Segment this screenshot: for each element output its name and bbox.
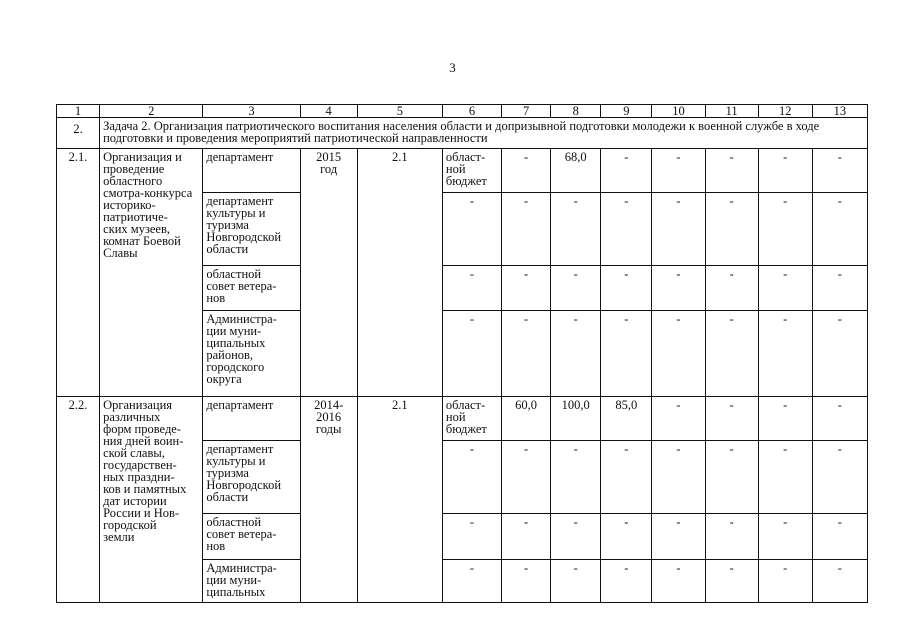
value-cell: - xyxy=(502,193,551,266)
value-cell: - xyxy=(551,311,601,397)
column-number: 6 xyxy=(442,105,501,118)
value-cell: 100,0 xyxy=(551,397,601,441)
value-cell: - xyxy=(812,266,867,311)
executor: областной совет ветера- нов xyxy=(203,514,300,560)
value-cell: - xyxy=(705,397,758,441)
executor: Администра- ции муни- ципальных xyxy=(203,560,300,603)
funding-source: - xyxy=(442,193,501,266)
value-cell: - xyxy=(652,311,705,397)
value-cell: - xyxy=(652,560,705,603)
value-cell: - xyxy=(705,193,758,266)
value-cell: - xyxy=(758,266,812,311)
value-cell: - xyxy=(601,441,652,514)
value-cell: - xyxy=(705,311,758,397)
value-cell: - xyxy=(705,149,758,193)
value-cell: - xyxy=(758,149,812,193)
value-cell: - xyxy=(652,397,705,441)
value-cell: - xyxy=(551,193,601,266)
value-cell: 60,0 xyxy=(502,397,551,441)
value-cell: - xyxy=(652,514,705,560)
funding-source: област- ной бюджет xyxy=(442,397,501,441)
target-indicator-code: 2.1 xyxy=(357,149,442,397)
column-number: 4 xyxy=(300,105,357,118)
value-cell: - xyxy=(812,193,867,266)
column-number: 8 xyxy=(551,105,601,118)
executor: департамент культуры и туризма Новгородской области xyxy=(203,441,300,514)
table-row xyxy=(57,397,868,441)
value-cell: - xyxy=(601,311,652,397)
funding-source: - xyxy=(442,441,501,514)
page-number: 3 xyxy=(449,60,456,75)
column-number: 9 xyxy=(601,105,652,118)
funding-source: - xyxy=(442,514,501,560)
column-number: 12 xyxy=(758,105,812,118)
column-number: 13 xyxy=(812,105,867,118)
activity-name: Организация и проведение областного смотра-конкурса историко- патриотиче- ских музеев, комнат Боевой Славы xyxy=(100,149,203,397)
executor: департамент xyxy=(203,149,300,193)
value-cell: - xyxy=(705,514,758,560)
value-cell: - xyxy=(758,311,812,397)
value-cell: - xyxy=(705,560,758,603)
table-row xyxy=(57,149,868,193)
column-number: 3 xyxy=(203,105,300,118)
executor: Администра- ции муни- ципальных районов, городского округа xyxy=(203,311,300,397)
value-cell: - xyxy=(652,441,705,514)
value-cell: - xyxy=(812,441,867,514)
task-number: 2. xyxy=(57,118,100,149)
value-cell: - xyxy=(812,149,867,193)
task-title: Задача 2. Организация патриотического воспитания населения области и допризывной подготовки молодежи к военной службе в ходе подготовки и проведения мероприятий патриотической направленности xyxy=(100,118,868,149)
value-cell: - xyxy=(551,266,601,311)
value-cell: - xyxy=(705,266,758,311)
implementation-period: 2015 год xyxy=(300,149,357,397)
column-number: 11 xyxy=(705,105,758,118)
value-cell: - xyxy=(652,266,705,311)
value-cell: - xyxy=(601,193,652,266)
funding-source: - xyxy=(442,311,501,397)
value-cell: - xyxy=(502,514,551,560)
activity-number: 2.1. xyxy=(57,149,100,397)
value-cell: - xyxy=(812,560,867,603)
value-cell: - xyxy=(758,514,812,560)
value-cell: - xyxy=(601,560,652,603)
column-number: 1 xyxy=(57,105,100,118)
value-cell: - xyxy=(812,397,867,441)
value-cell: - xyxy=(502,266,551,311)
activity-name: Организация различных форм проведе- ния дней воин- ской славы, государствен- ных праздни- ков и памятных дат истории России и Нов- городской земли xyxy=(100,397,203,603)
activity-number: 2.2. xyxy=(57,397,100,603)
value-cell: - xyxy=(812,514,867,560)
column-number: 5 xyxy=(357,105,442,118)
value-cell: - xyxy=(601,149,652,193)
value-cell: - xyxy=(601,514,652,560)
value-cell: - xyxy=(758,560,812,603)
value-cell: - xyxy=(551,441,601,514)
funding-source: област- ной бюджет xyxy=(442,149,501,193)
value-cell: 68,0 xyxy=(551,149,601,193)
value-cell: - xyxy=(652,193,705,266)
executor: департамент xyxy=(203,397,300,441)
column-number: 7 xyxy=(502,105,551,118)
column-number: 2 xyxy=(100,105,203,118)
funding-source: - xyxy=(442,266,501,311)
program-activities-table xyxy=(56,104,868,603)
executor: областной совет ветера- нов xyxy=(203,266,300,311)
value-cell: - xyxy=(502,441,551,514)
column-number: 10 xyxy=(652,105,705,118)
value-cell: - xyxy=(812,311,867,397)
value-cell: - xyxy=(705,441,758,514)
funding-source: - xyxy=(442,560,501,603)
column-number-header-row xyxy=(57,105,868,118)
value-cell: - xyxy=(652,149,705,193)
implementation-period: 2014- 2016 годы xyxy=(300,397,357,603)
value-cell: - xyxy=(502,560,551,603)
executor: департамент культуры и туризма Новгородской области xyxy=(203,193,300,266)
value-cell: - xyxy=(502,311,551,397)
value-cell: - xyxy=(551,514,601,560)
value-cell: - xyxy=(758,441,812,514)
value-cell: - xyxy=(758,193,812,266)
value-cell: - xyxy=(758,397,812,441)
target-indicator-code: 2.1 xyxy=(357,397,442,603)
value-cell: - xyxy=(551,560,601,603)
value-cell: 85,0 xyxy=(601,397,652,441)
value-cell: - xyxy=(502,149,551,193)
task-row xyxy=(57,118,868,149)
value-cell: - xyxy=(601,266,652,311)
